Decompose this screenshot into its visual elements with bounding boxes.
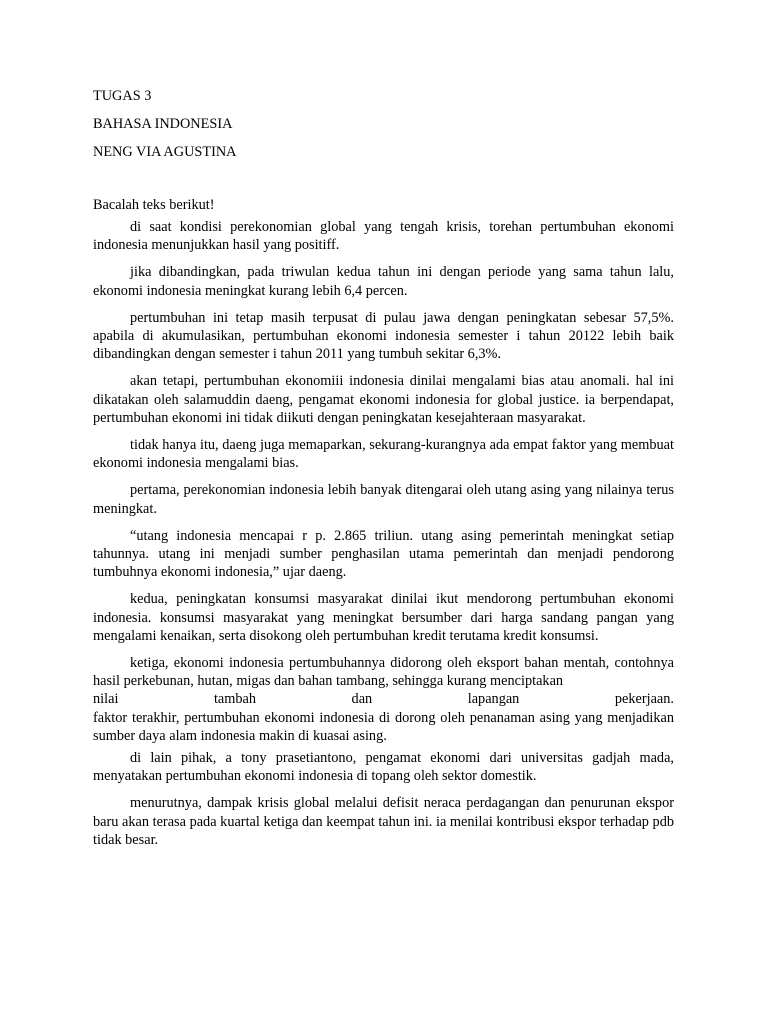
paragraph-9-block <box>93 654 674 745</box>
paragraph-7-quote: “utang indonesia mencapai r p. 2.865 triliun. utang asing pemerintah meningkat setiap tahunnya. utang ini menjadi sumber penghasilan utama pemerintah dan menjadi pendorong tumbuhnya ekonomi indonesia,” ujar daeng. <box>93 527 674 581</box>
task-title: TUGAS 3 <box>93 88 152 104</box>
paragraph-6: pertama, perekonomian indonesia lebih banyak ditengarai oleh utang asing yang nilainya terus meningkat. <box>93 482 674 517</box>
author-name: NENG VIA AGUSTINA <box>93 144 237 160</box>
paragraph-5: tidak hanya itu, daeng juga memaparkan, sekurang-kurangnya ada empat faktor yang membuat ekonomi indonesia mengalami bias. <box>93 437 674 472</box>
paragraph-10: di lain pihak, a tony prasetiantono, pengamat ekonomi dari universitas gadjah mada, menyatakan pertumbuhan ekonomi indonesia di topang oleh sektor domestik. <box>93 750 674 785</box>
paragraph-2: jika dibandingkan, pada triwulan kedua tahun ini dengan periode yang sama tahun lalu, ekonomi indonesia meningkat kurang lebih 6,4 percen. <box>93 264 674 299</box>
paragraph-11: menurutnya, dampak krisis global melalui defisit neraca perdagangan dan penurunan ekspor baru akan terasa pada kuartal ketiga dan keempat tahun ini. ia menilai kontribusi ekspor terhadap pdb tidak besar. <box>93 795 674 848</box>
paragraph-9-justified-line: nilai tambah dan lapangan pekerjaan. <box>93 691 674 708</box>
paragraph-8: kedua, peningkatan konsumsi masyarakat dinilai ikut mendorong pertumbuhan ekonomi indonesia. konsumsi masyarakat yang meningkat bersumber dari harga sandang pangan yang mengalami kenaikan, serta disokong oleh pertumbuhan kredit terutama kredit konsumsi. <box>93 591 674 644</box>
document-page <box>93 84 674 849</box>
paragraph-9-end: faktor terakhir, pertumbuhan ekonomi indonesia di dorong oleh penanaman asing yang menjadikan sumber daya alam indonesia makin di kuasai asing. <box>93 709 674 744</box>
paragraph-4: akan tetapi, pertumbuhan ekonomiii indonesia dinilai mengalami bias atau anomali. hal ini dikatakan oleh salamuddin daeng, pengamat ekonomi indonesia for global justice. ia berpendapat, pertumbuhan ekonomi ini tidak diikuti dengan peningkatan kesejahteraan masyarakat. <box>93 373 674 426</box>
paragraph-9-start: ketiga, ekonomi indonesia pertumbuhannya didorong oleh eksport bahan mentah, contohnya hasil perkebunan, hutan, migas dan bahan tambang, sehingga kurang menciptakan <box>93 655 674 690</box>
paragraph-1: di saat kondisi perekonomian global yang tengah krisis, torehan pertumbuhan ekonomi indonesia menunjukkan hasil yang positiff. <box>93 219 674 254</box>
paragraph-3: pertumbuhan ini tetap masih terpusat di pulau jawa dengan peningkatan sebesar 57,5%. apabila di akumulasikan, pertumbuhan ekonomi indonesia semester i tahun 20122 lebih baik dibandingkan dengan semester i tahun 2011 yang tumbuh sekitar 6,3%. <box>93 309 674 363</box>
reading-instruction: Bacalah teks berikut! <box>93 197 215 213</box>
subject-title: BAHASA INDONESIA <box>93 116 233 132</box>
